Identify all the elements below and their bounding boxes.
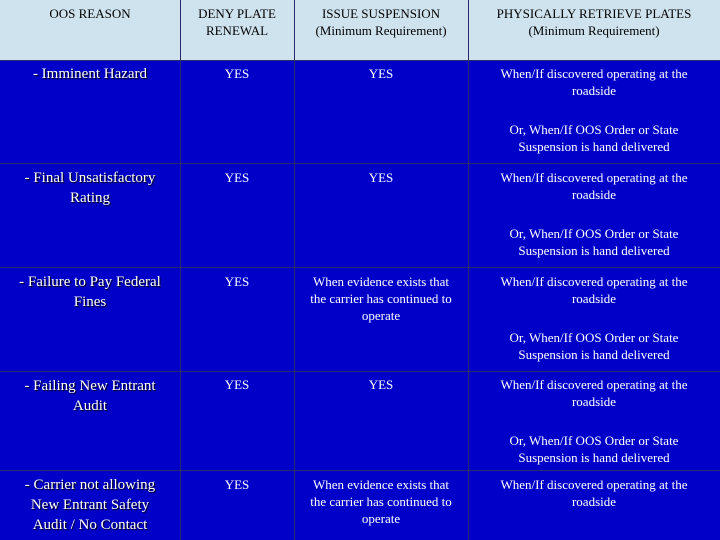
row-reason-carrier-not-allowing: - Carrier not allowing New Entrant Safety Audit / No Contact — [24, 477, 156, 533]
row-deny: YES — [224, 377, 250, 392]
row-issue: When evidence exists that the carrier has continued to operate — [310, 477, 452, 526]
row-retrieve: When/If discovered operating at the roadside — [500, 274, 688, 306]
row-reason-final-unsatisfactory: - Final Unsatisfactory Rating — [24, 170, 156, 206]
row-divider — [0, 267, 720, 268]
header-oos-reason: OOS REASON — [49, 6, 131, 21]
row-issue: YES — [368, 170, 394, 185]
row-issue: YES — [368, 377, 394, 392]
header-retrieve-plates: PHYSICALLY RETRIEVE PLATES (Minimum Requirement) — [496, 6, 692, 38]
row-retrieve: When/If discovered operating at the roadside — [500, 477, 688, 509]
row-reason-failure-to-pay: - Failure to Pay Federal Fines — [19, 274, 161, 310]
row-divider — [0, 371, 720, 372]
row-deny: YES — [224, 66, 250, 81]
table-header — [0, 0, 720, 61]
row-issue: When evidence exists that the carrier has continued to operate — [310, 274, 452, 323]
row-reason-failing-new-entrant: - Failing New Entrant Audit — [24, 378, 156, 414]
row-issue: YES — [368, 66, 394, 81]
row-divider — [0, 470, 720, 471]
header-issue-suspension: ISSUE SUSPENSION (Minimum Requirement) — [315, 6, 447, 38]
row-note: Or, When/If OOS Order or State Suspension is hand delivered — [509, 330, 679, 362]
row-deny: YES — [224, 274, 250, 289]
row-deny: YES — [224, 170, 250, 185]
row-note: Or, When/If OOS Order or State Suspension is hand delivered — [509, 433, 679, 465]
row-retrieve: When/If discovered operating at the roadside — [500, 377, 688, 409]
row-retrieve: When/If discovered operating at the roadside — [500, 66, 688, 98]
row-deny: YES — [224, 477, 250, 492]
column-divider — [468, 0, 469, 540]
row-note: Or, When/If OOS Order or State Suspension is hand delivered — [509, 122, 679, 154]
row-note: Or, When/If OOS Order or State Suspension is hand delivered — [509, 226, 679, 258]
row-retrieve: When/If discovered operating at the roadside — [500, 170, 688, 202]
row-divider — [0, 163, 720, 164]
header-deny-plate-renewal: DENY PLATE RENEWAL — [198, 6, 276, 38]
row-reason-imminent-hazard: - Imminent Hazard — [32, 66, 148, 82]
